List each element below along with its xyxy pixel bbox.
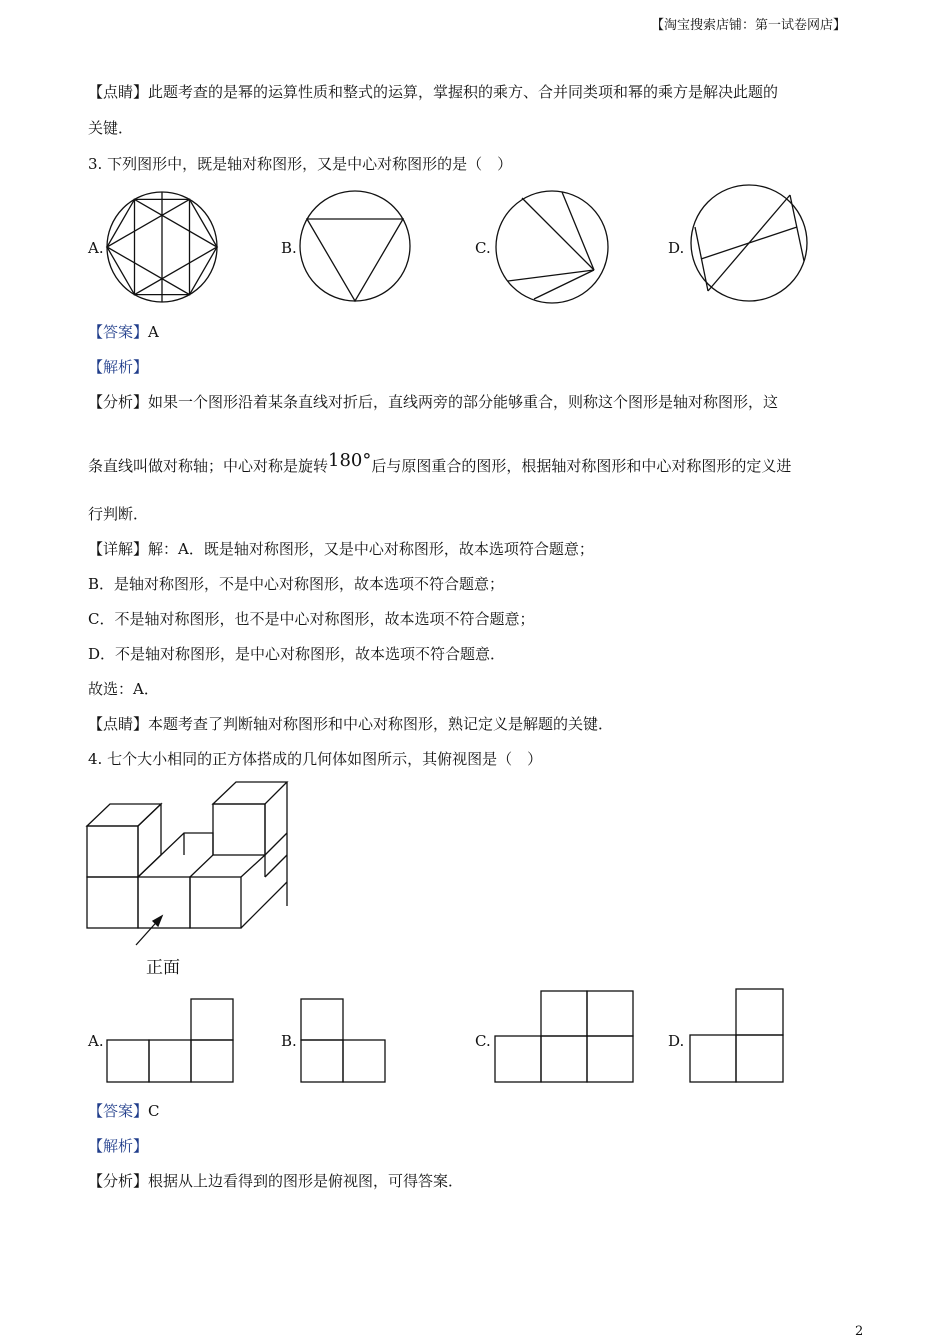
q4-stem: 4. 七个大小相同的正方体搭成的几何体如图所示，其俯视图是（ ） <box>88 750 543 768</box>
page-number: 2 <box>855 1324 864 1339</box>
q3-figure-b-triangle <box>297 188 417 306</box>
q3-figure-a-hexagon-star <box>100 188 224 306</box>
q3-answer: A <box>148 323 159 341</box>
dianjing-paragraph <box>88 82 778 102</box>
q3-option-d-label: D. <box>668 239 685 257</box>
q4-answer: C <box>148 1102 160 1120</box>
q3-dianjing-tag: 【点睛】 <box>88 715 149 733</box>
q3-answer-row <box>88 322 159 342</box>
dianjing-tag: 【点睛】 <box>88 83 149 101</box>
shop-header: 【淘宝搜索店铺：第一试卷网店】 <box>651 18 847 33</box>
q3-fenxi-text2b: 后与原图重合的图形，根据轴对称图形和中心对称图形的定义进 <box>371 457 792 475</box>
dianjing-line1: 此题考查的是幂的运算性质和整式的运算，掌握积的乘方、合并同类项和幂的乘方是解决此题的 <box>148 83 779 101</box>
q3-fenxi-text1: 如果一个图形沿着某条直线对折后，直线两旁的部分能够重合，则称这个图形是轴对称图形，这 <box>148 393 779 411</box>
q3-detail-text1: 解：A．既是轴对称图形，又是中心对称图形，故本选项符合题意； <box>148 540 594 558</box>
q4-figure-c <box>494 990 636 1084</box>
q4-fenxi-tag: 【分析】 <box>88 1172 149 1190</box>
q3-detail-line3: C．不是轴对称图形，也不是中心对称图形，故本选项不符合题意； <box>88 610 535 628</box>
q4-front-label: 正面 <box>146 958 180 978</box>
q4-figure-d <box>689 988 787 1084</box>
q3-option-c-label: C. <box>475 239 491 257</box>
q4-cube-solid-figure <box>80 775 300 950</box>
dianjing-line2: 关键． <box>88 119 134 137</box>
q3-detail-tag: 【详解】 <box>88 540 149 558</box>
q3-fenxi-degree: 180° <box>328 450 372 471</box>
q4-answer-tag: 【答案】 <box>88 1102 149 1120</box>
q3-figure-d-parallelogram <box>688 183 812 305</box>
q3-option-a-label: A. <box>88 239 104 257</box>
q4-option-a-label: A. <box>88 1032 104 1050</box>
q4-analysis-tag: 【解析】 <box>88 1137 149 1155</box>
q4-fenxi-text: 根据从上边看得到的图形是俯视图，可得答案． <box>148 1172 464 1190</box>
q4-option-d-label: D. <box>668 1032 685 1050</box>
q3-dianjing-text: 本题考查了判断轴对称图形和中心对称图形，熟记定义是解题的关键． <box>148 715 614 733</box>
q3-analysis-tag: 【解析】 <box>88 358 149 376</box>
q3-fenxi-line3: 行判断． <box>88 505 149 523</box>
q4-option-c-label: C. <box>475 1032 491 1050</box>
q3-detail-line1 <box>88 539 594 559</box>
q4-option-b-label: B. <box>281 1032 297 1050</box>
q3-choose: 故选：A． <box>88 680 159 698</box>
q3-answer-tag: 【答案】 <box>88 323 149 341</box>
q3-detail-line2: B．是轴对称图形，不是中心对称图形，故本选项不符合题意； <box>88 575 505 593</box>
q3-fenxi-tag: 【分析】 <box>88 393 149 411</box>
q3-figure-c-chords <box>492 188 614 306</box>
q4-fenxi-row <box>88 1171 463 1191</box>
q3-option-b-label: B. <box>281 239 297 257</box>
q3-fenxi-text2a: 条直线叫做对称轴；中心对称是旋转 <box>88 457 329 475</box>
q4-figure-a <box>106 998 236 1084</box>
q3-detail-line4: D．不是轴对称图形，是中心对称图形，故本选项不符合题意． <box>88 645 506 663</box>
q3-dianjing-row <box>88 714 613 734</box>
q3-fenxi-line2 <box>88 450 792 476</box>
q3-fenxi-line1 <box>88 392 778 412</box>
q3-stem: 3. 下列图形中，既是轴对称图形，又是中心对称图形的是（ ） <box>88 155 513 173</box>
q4-answer-row <box>88 1101 160 1121</box>
q4-figure-b <box>300 998 388 1084</box>
